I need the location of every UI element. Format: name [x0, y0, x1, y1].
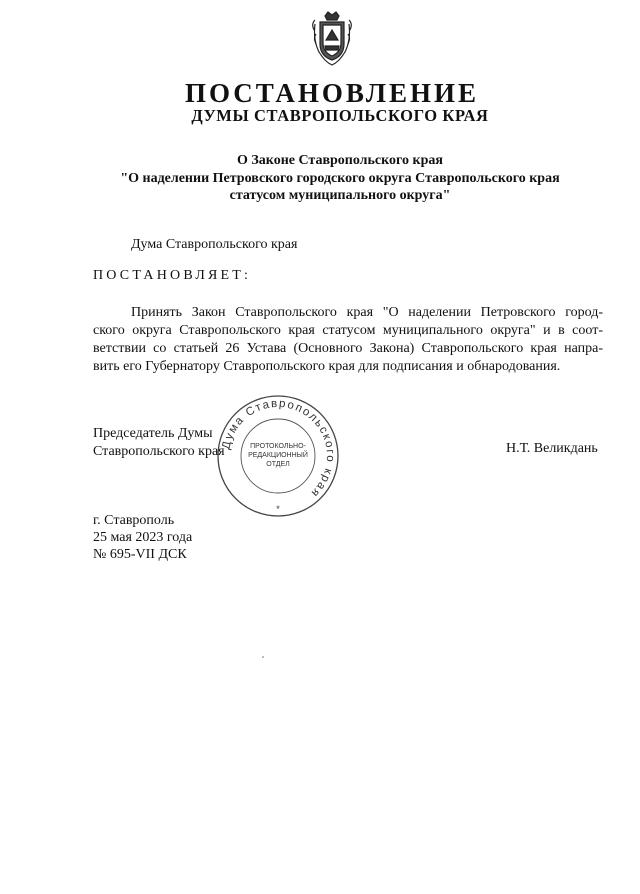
footer-date: 25 мая 2023 года: [93, 530, 193, 545]
subject-line: статусом муниципального округа": [229, 188, 451, 203]
resolution-paragraph: [93, 304, 603, 376]
signatory-name: Н.Т. Великдань: [506, 441, 598, 456]
footer-number: № 695-VII ДСК: [93, 547, 187, 562]
seal-inner-line: ОТДЕЛ: [266, 461, 290, 468]
seal-outer-text: Дума Ставропольского края: [220, 397, 337, 500]
seal-inner-line: РЕДАКЦИОННЫЙ: [248, 452, 308, 459]
paragraph-line: ветствии со статьей 26 Устава (Основного Закона) Ставропольского края напра-: [93, 341, 603, 356]
position-line: Председатель Думы: [93, 426, 213, 441]
paragraph-line: Принять Закон Ставропольского края "О наделении Петровского город-: [131, 305, 603, 320]
resolves-heading: ПОСТАНОВЛЯЕТ:: [93, 268, 252, 283]
seal-inner-line: ПРОТОКОЛЬНО-: [250, 443, 306, 450]
paragraph-line: вить его Губернатору Ставропольского края для подписания и обнародования.: [93, 359, 561, 374]
subject-line: О Законе Ставропольского края: [237, 153, 443, 168]
page-title: ПОСТАНОВЛЕНИЕ: [184, 78, 480, 108]
paragraph-line: ского округа Ставропольского края статусом муниципального округа" и в соот-: [93, 323, 603, 338]
document-footer: [93, 512, 192, 563]
subject-line: "О наделении Петровского городского округа Ставропольского края: [120, 170, 560, 186]
scan-speck: [262, 656, 264, 658]
seal-star: *: [276, 504, 280, 514]
page-subtitle: ДУМЫ СТАВРОПОЛЬСКОГО КРАЯ: [191, 106, 489, 125]
issuing-body: Дума Ставропольского края: [131, 237, 298, 252]
document-subject: [20, 152, 640, 205]
position-line: Ставропольского края: [93, 444, 225, 459]
footer-city: г. Ставрополь: [93, 513, 175, 528]
official-seal: [216, 394, 340, 518]
coat-of-arms-icon: [311, 10, 353, 66]
signatory-position: [93, 425, 225, 461]
